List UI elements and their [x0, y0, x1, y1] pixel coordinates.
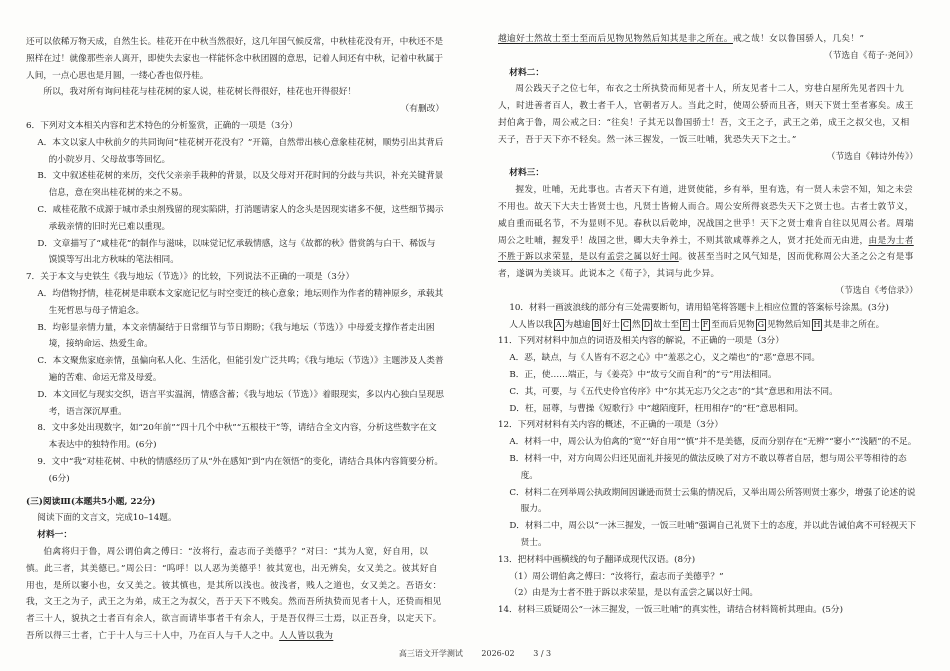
- footer-date: 2026-02: [481, 649, 515, 658]
- answer-box: B: [593, 319, 600, 329]
- question-13-stem: 13．把材料中画横线的句子翻译成现代汉语。(8分): [498, 554, 696, 565]
- question-9: 9．文中“我”对桂花树、中秋的情感经历了从“外在感知”到“内在领悟”的变化，请结合具体内容简要分析。(6分): [37, 456, 444, 484]
- material-3-text: 握发，吐哺，无此事也。古者天下有道，进贤使能，乡有举，里有选，有一贤人未尝不知，知之未尝不用也。故天下大夫士皆贤士也，凡贤士皆俯人而合。周公安所得哀恐失天下之贤士也。古者士敦节义，威自重而砥名节，不为显则不见。春秋以后乾坤，况战国之世乎！天下之贤士难肯自往以见周公者。周瑞周公之吐哺，握发乎！战国之世，卿大夫争养士，不则其欲咸尊养之人，贤才托处而无由进，由是为士者不胜于跅以求荣显，是以有孟尝之属以好士闻。彼甚至当时之风气知是，因而优称周公大圣之公之有是事者，遂调为美谈耳。此说本之《荀子》，其词与此少异。: [498, 185, 914, 280]
- question-12-option: D．材料二中，周公以“一沐三握发，一饭三吐哺”强调自己礼贤下士的态度，并以此告诫伯禽不可轻视天下贤士。: [509, 521, 917, 548]
- wavy-underline-text: 越逾好士然故士至士至而后见物见物然后知其是非之所在。: [498, 34, 733, 44]
- question-6-option: C．咸桂花散不成源于城市杀虫剂残留的现实陷阱，打消题请家人的念头是因现实诸多不便，这些细节揭示承载亲情的旧时光已难以重现。: [37, 204, 444, 232]
- material-3-source: （节选自《考信录》）: [835, 285, 918, 296]
- answer-box: G: [757, 319, 765, 329]
- material-1-text: 伯禽将归于鲁，周公谓伯禽之傅曰：“汝将行，盍志而子美德乎？”对曰：“其为人宽，好自用，以慎。此三者，其美德已。”周公曰：“呜呼！以人恶为美德乎！彼其宽也，出无辨矣，女又美之。彼其好自用也，是所以窭小也，女又美之。彼其慎也，是其所以浅也。彼浅者，贱人之道也，女又美之。吾语女：我，文王之为子，武王之为弟，成王之为叔父，吾于天下不贱矣。然而吾所执贽而见者十人，还贽而相见者三十人，貌执之士者百有余人，欲言而请毕事者千有余人，于是吾仅得三士焉，以正吾身，以定天下。吾所以得三士者，亡于十人与三十人中，乃在百人与千人之中。人人皆以我为: [26, 546, 442, 641]
- question-12-option: A．材料一中，周公认为伯禽的“宽”“好自用”“慎”并不是美德，反而分别存在“无辨”“窭小”“浅陋”的不足。: [509, 437, 917, 448]
- material-2-text: 周公践天子之位七年，布衣之士所执贽而师见者十人，所友见者十二人，穷巷白屋所先见者四十九人，时进善者百人，教士者千人，官朝者万人。当此之时，使周公骄而且吝，则天下贤士至者寡矣。成王封伯禽于鲁，周公戒之曰：“往矣！子其无以鲁国骄士！吾，文王之子，武王之弟，成王之叔父也，又相天子，吾于天下亦不轻矣。然一沐三握发，一饭三吐哺，犹恐失天下之士。”: [498, 84, 914, 145]
- section-intro: 阅读下面的文言文，完成10–14题。: [37, 513, 177, 524]
- question-12-option: B．材料一中，对方向周公归还见面礼并接见的做法反映了对方不敢以尊者自居，想与周公平等相待的态度。: [509, 453, 907, 481]
- answer-box: H: [813, 319, 821, 329]
- section-title: (三)阅读Ⅲ(本题共5小题, 22分): [26, 496, 156, 507]
- question-11-option: C．其，可要，与《五代史伶官传序》中“尔其无忘乃父之志”的“其”意思和用法不同。: [509, 386, 838, 397]
- answer-box: C: [622, 319, 629, 329]
- question-11-option: B．正，使……端正，与《姜亮》中“故亏父而自利”的“亏”用法相同。: [509, 369, 777, 380]
- essay-paragraph: 还可以依稀万物天成，自然生长。桂花开在中秋当然很好，这几年国气候反常，中秋桂花没有开，中秋还不是照样在过！就像那些亲人离开，即使失去家也一样能怀念中秋团圆的意思，记着人间还有中秋，记着中秋属于人间，一点心思也是月圆，一缕心香也似丹桂。: [26, 37, 443, 81]
- question-13-item: （1）周公谓伯禽之傅曰：“汝将行，盍志而子美德乎？”: [509, 571, 724, 582]
- question-11-option: D．枉，屈尊，与曹操《短歌行》中“越陌度阡，枉用相存”的“枉”意思相同。: [509, 403, 804, 414]
- material-1-continued: 越逾好士然故士至士至而后见物见物然后知其是非之所在。戒之哉！女以鲁国骄人，几矣！”: [498, 34, 865, 44]
- footer-title: 高三语文开学测试: [398, 649, 463, 658]
- material-2-label: 材料二：: [509, 67, 545, 78]
- question-7-option: A．均借物抒情，桂花树是串联本文家庭记忆与时空变迁的核心意象；地坛则作为作者的精神原乡，承载其生死哲思与母子情追念。: [37, 288, 444, 316]
- answer-box: A: [555, 319, 562, 329]
- material-1-source: （节选自《荀子·尧问》）: [824, 50, 918, 61]
- question-6-option: A．本文以家人中秋前夕的共同询问“桂花树开花没有？”开篇，自然带出核心意象桂花树，顺势引出其背后的小院岁月、父母故事等回忆。: [37, 137, 444, 165]
- question-11-stem: 11．下列对材料中加点的词语及相关内容的解说，不正确的一项是（3分）: [498, 336, 784, 347]
- question-6-option: D．文章描写了“咸桂花”的制作与滋味，以味觉记忆承载情感，这与《故都的秋》借赏鸽与白干、稀饭与馍馍等写出北方秋味的笔法相同。: [37, 238, 436, 266]
- question-14: 14．材料三质疑周公“一沐三握发，一饭三吐哺”的真实性，请结合材料简析其理由。(5分): [498, 605, 843, 616]
- wavy-underline-text: 人人皆以我为: [279, 630, 334, 641]
- material-1-label: 材料一：: [37, 530, 73, 541]
- underlined-sentence: 由是为士者不胜于跅以求荣显，是以有孟尝之属以好士闻: [498, 235, 914, 263]
- question-12-option: C．材料二在列举周公执政期间因谦逊而贤士云集的情况后，又举出周公所答则贤士寡少，增强了论述的说服力。: [509, 487, 916, 515]
- answer-box: D: [643, 319, 651, 329]
- question-8: 8．文中多处出现数字，如“20年前”“四十几个中秋”“五根枝干”等，请结合全文内容，分析这些数字在文本表达中的独特作用。(6分): [37, 423, 437, 451]
- answer-box: F: [702, 319, 709, 329]
- question-6-option: B．文中叙述桂花树的来历，交代父亲亲手栽种的背景，以及父母对开花时间的分歧与共识，补充关键背景信息，意在突出桂花树的来之不易。: [37, 171, 444, 199]
- essay-paragraph: 所以，我对所有询问桂花与桂花树的家人说，桂花树长得很好，桂花也开得很好！: [43, 87, 357, 98]
- question-7-option: B．均彰显亲情力量，本文亲情凝结于日常细节与节日期盼；《我与地坛（节选）》中母爱支撑作者走出困境，接纳命运、热爱生命。: [37, 322, 435, 350]
- question-7-option: D．本文回忆与现实交织，语言平实温润，情感含蓄；《我与地坛（节选）》着眼现实，多以内心独白呈现思考，语言深沉厚重。: [37, 389, 444, 417]
- answer-box: E: [682, 319, 688, 329]
- question-7-option: C．本文聚焦家庭亲情，虽偏向私人化、生活化，但能引发广泛共鸣；《我与地坛（节选）》主题涉及人类普遍的苦难、命运无常及母爱。: [37, 356, 444, 383]
- question-7-stem: 7．关于本文与史铁生《我与地坛（节选）》的比较，下列说法不正确的一项是（3分）: [26, 272, 355, 283]
- right-column: [498, 31, 918, 619]
- material-3-label: 材料三：: [509, 168, 545, 179]
- question-6-stem: 6．下列对文本相关内容和艺术特色的分析鉴赏，正确的一项是（3分）: [26, 120, 298, 131]
- material-2-source: （节选自《韩诗外传》）: [826, 151, 918, 162]
- footer-page-number: 3 / 3: [533, 649, 552, 658]
- left-column: [26, 34, 444, 645]
- question-10: 10．材料一画波浪线的部分有三处需要断句，请用铅笔将答题卡上相应位置的答案标号涂黑。(3分): [509, 302, 889, 313]
- question-10-sentence: 人人皆以我 A 为越逾 B 好士 C 然 D 故士至 E 士 F 至而后见物 G 见物然后知 H 其是非之所在。: [509, 319, 885, 330]
- question-11-option: A．恶，缺点，与《人皆有不忍之心》中“羞恶之心，义之端也”的“恶”意思不同。: [509, 353, 821, 364]
- page-footer: [0, 648, 950, 659]
- question-12-stem: 12．下列对材料有关内容的概述，不正确的一项是（3分）: [498, 420, 724, 431]
- essay-note: （有删改）: [400, 104, 444, 115]
- question-13-item: （2）由是为士者不胜于跅以求荣显，是以有孟尝之属以好士闻。: [509, 588, 759, 599]
